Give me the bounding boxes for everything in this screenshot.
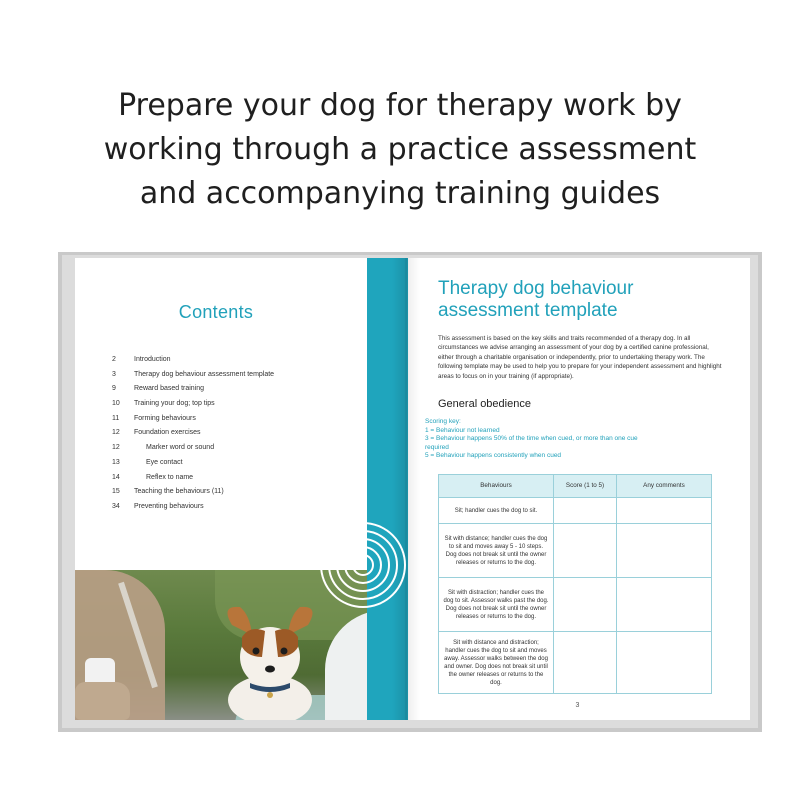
scoring-key-line-2b: required <box>425 443 449 451</box>
comments-cell[interactable] <box>617 524 712 578</box>
table-header-row <box>439 475 712 498</box>
toc-page-number: 11 <box>112 414 120 422</box>
toc-item <box>112 471 352 486</box>
toc-entry-title: Teaching the behaviours (11) <box>134 488 224 496</box>
page-number: 3 <box>575 702 580 709</box>
comments-cell[interactable] <box>617 498 712 524</box>
behaviour-cell: Sit with distraction; handler cues the dog to sit. Assessor walks past the dog. Dog does not break sit until the owner releases or returns to the dog. <box>439 578 554 632</box>
comments-cell[interactable] <box>617 578 712 632</box>
table-row <box>439 498 712 524</box>
toc-item <box>112 426 352 441</box>
scoring-key <box>425 418 725 461</box>
toc-entry-title: Marker word or sound <box>146 444 215 452</box>
toc-entry-title: Reward based training <box>134 385 205 393</box>
score-cell[interactable] <box>554 578 617 632</box>
table-row <box>439 524 712 578</box>
left-page <box>75 258 405 720</box>
score-cell[interactable] <box>554 524 617 578</box>
behaviour-cell: Sit with distance and distraction; handler cues the dog to sit and moves away. Assessor walks between the dog and owner. Dog does not break sit until the owner releases or returns to the dog. <box>439 632 554 694</box>
table-of-contents <box>112 353 352 515</box>
toc-page-number: 9 <box>112 385 116 393</box>
toc-page-number: 2 <box>112 356 116 363</box>
header-score: Score (1 to 5) <box>554 475 617 498</box>
score-cell[interactable] <box>554 498 617 524</box>
page-title <box>438 278 738 322</box>
photo-shoe <box>75 682 130 720</box>
page-title-line-2: assessment template <box>438 300 618 321</box>
book-spine-shadow <box>392 258 420 720</box>
table-row <box>439 632 712 694</box>
headline-line-1: Prepare your dog for therapy work by <box>118 88 682 123</box>
toc-item <box>112 368 352 383</box>
comments-cell[interactable] <box>617 632 712 694</box>
right-page <box>405 258 750 720</box>
toc-item <box>112 456 352 471</box>
toc-item <box>112 500 352 515</box>
behaviour-cell: Sit; handler cues the dog to sit. <box>439 498 554 524</box>
toc-item <box>112 412 352 427</box>
headline-line-3: and accompanying training guides <box>139 176 661 211</box>
concentric-rings-graphic <box>318 520 408 610</box>
toc-item <box>112 485 352 500</box>
toc-page-number: 12 <box>112 429 120 437</box>
page-title-line-1: Therapy dog behaviour <box>438 278 634 299</box>
toc-entry-title: Training your dog; top tips <box>134 400 215 408</box>
toc-entry-title: Forming behaviours <box>134 414 196 422</box>
toc-page-number: 13 <box>112 458 120 466</box>
score-cell[interactable] <box>554 632 617 694</box>
toc-item <box>112 441 352 456</box>
toc-page-number: 10 <box>112 400 120 408</box>
toc-item <box>112 353 352 368</box>
dog-illustration <box>210 595 330 720</box>
toc-entry-title: Eye contact <box>146 458 183 466</box>
contents-title: Contents <box>178 302 254 322</box>
toc-page-number: 3 <box>112 370 116 378</box>
assessment-table <box>438 474 712 694</box>
toc-item <box>112 382 352 397</box>
toc-entry-title: Reflex to name <box>146 473 194 481</box>
toc-entry-title: Foundation exercises <box>134 429 201 437</box>
table-row <box>439 578 712 632</box>
headline-line-2: working through a practice assessment <box>103 132 697 167</box>
toc-entry-title: Introduction <box>134 356 171 363</box>
intro-paragraph: This assessment is based on the key skills and traits recommended of a therapy dog. In all circumstances we advise arranging an assessment of your dog by a certified canine professional, either through a charitable organisation or independently, prior to undertaking therapy work. The following template may be used to help you to prepare for your independent assessment and highlight areas to focus on in your training (if appropriate). <box>438 335 722 380</box>
header-comments: Any comments <box>617 475 712 498</box>
header-behaviours: Behaviours <box>439 475 554 498</box>
section-heading: General obedience <box>438 398 531 410</box>
toc-page-number: 34 <box>112 502 120 510</box>
toc-item <box>112 397 352 412</box>
behaviour-cell: Sit with distance; handler cues the dog to sit and moves away 5 - 10 steps. Dog does not break sit until the owner releases or returns to the dog. <box>439 524 554 578</box>
scoring-key-line-3: 5 = Behaviour happens consistently when cued <box>425 452 562 460</box>
toc-page-number: 15 <box>112 488 120 496</box>
headline <box>0 84 800 216</box>
toc-page-number: 14 <box>112 473 120 481</box>
toc-entry-title: Therapy dog behaviour assessment template <box>134 370 275 378</box>
toc-page-number: 12 <box>112 444 120 452</box>
scoring-key-line-1: 1 = Behaviour not learned <box>425 426 500 434</box>
scoring-key-line-2a: 3 = Behaviour happens 50% of the time when cued, or more than one cue <box>425 435 638 443</box>
toc-entry-title: Preventing behaviours <box>134 502 204 510</box>
scoring-key-label: Scoring key: <box>425 418 461 425</box>
